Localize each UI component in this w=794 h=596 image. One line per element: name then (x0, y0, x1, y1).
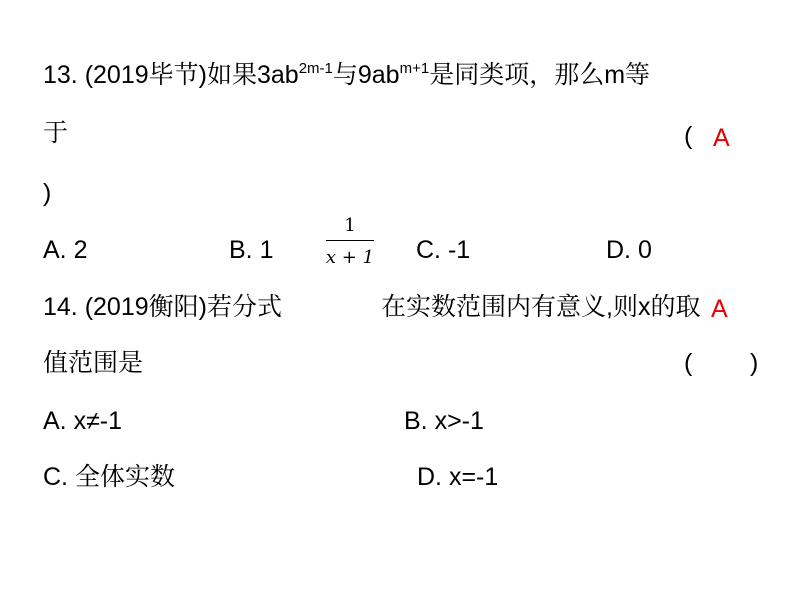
q14-paren-close: ) (750, 349, 759, 377)
q14-option-c: C. 全体实数 (43, 463, 175, 491)
q13-stem-line2: 于 (43, 119, 69, 147)
q13-option-b: B. 1 (229, 236, 274, 264)
q14-stem-prefix: 14. (2019衡阳)若分式 (43, 293, 282, 321)
q13-exponent-1: 2m-1 (298, 60, 333, 77)
q14-option-a: A. x≠-1 (43, 407, 123, 435)
fraction-expression (322, 213, 378, 271)
q13-stem-mid: 与9ab (332, 61, 400, 89)
q13-stem-suffix: 是同类项，那么m等 (429, 61, 651, 89)
q14-stem-line2: 值范围是 (43, 349, 144, 377)
fraction-bar (326, 240, 374, 241)
q13-exponent-2: m+1 (399, 60, 430, 77)
q13-paren-open: ( (684, 122, 693, 150)
q13-option-d: D. 0 (606, 236, 652, 264)
q13-stem-prefix: 13. (2019毕节)如果3ab (43, 61, 299, 89)
q13-stem-line1 (43, 60, 651, 89)
q14-paren-open: ( (684, 349, 693, 377)
q14-option-d: D. x=-1 (417, 463, 499, 491)
q14-option-b: B. x>-1 (404, 407, 484, 435)
q13-option-c: C. -1 (416, 236, 471, 264)
q13-answer: A (713, 124, 730, 152)
fraction-denominator: x + 1 (325, 247, 375, 268)
q13-option-a: A. 2 (43, 236, 88, 264)
q13-paren-close: ) (43, 179, 52, 207)
fraction-numerator: 1 (344, 215, 356, 236)
q14-answer: A (711, 295, 728, 323)
q14-stem-suffix: 在实数范围内有意义,则x的取 (381, 293, 701, 321)
